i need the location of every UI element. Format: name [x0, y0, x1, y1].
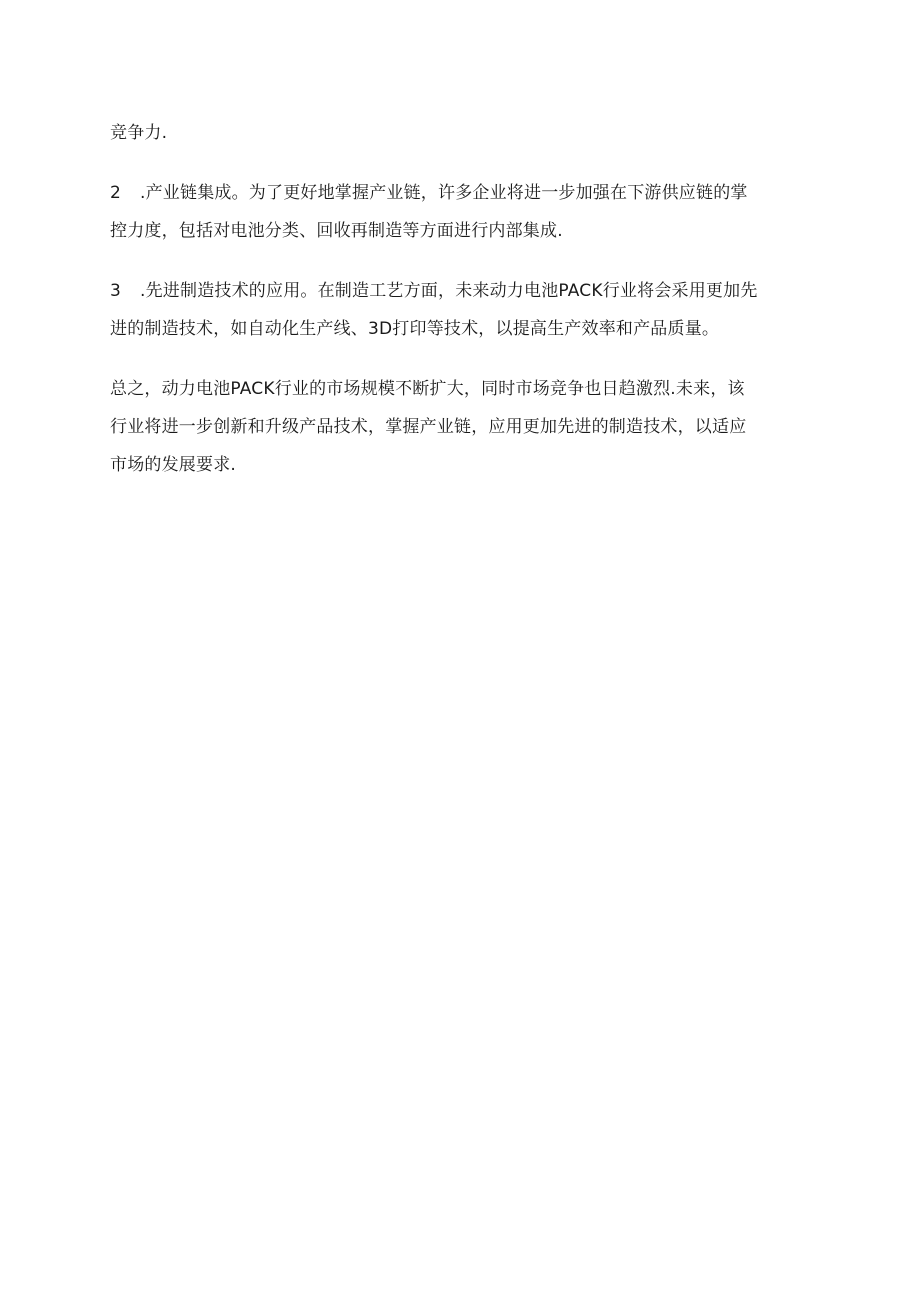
summary-line: 市场的发展要求. [110, 455, 237, 475]
summary-line: 总之，动力电池PACK行业的市场规模不断扩大，同时市场竞争也日趋激烈.未来，该 [110, 379, 745, 399]
list-item-text: .产业链集成。为了更好地掌握产业链，许多企业将进一步加强在下游供应链的掌 [140, 183, 748, 203]
list-item-line: 进的制造技术，如自动化生产线、3D打印等技术，以提高生产效率和产品质量。 [110, 319, 720, 339]
document-body [110, 114, 810, 506]
list-item-3 [110, 272, 810, 348]
list-item-2 [110, 174, 810, 250]
list-item-line [110, 272, 810, 310]
continuation-line: 竞争力. [110, 123, 168, 143]
summary-paragraph [110, 370, 810, 484]
list-item-text: .先进制造技术的应用。在制造工艺方面，未来动力电池PACK行业将会采用更加先 [140, 281, 758, 301]
summary-line: 行业将进一步创新和升级产品技术，掌握产业链，应用更加先进的制造技术，以适应 [110, 417, 747, 437]
continuation-paragraph [110, 114, 810, 152]
list-item-line: 控力度，包括对电池分类、回收再制造等方面进行内部集成. [110, 221, 563, 241]
list-item-line [110, 174, 810, 212]
list-item-number: 2 [110, 183, 122, 203]
list-item-number: 3 [110, 281, 122, 301]
